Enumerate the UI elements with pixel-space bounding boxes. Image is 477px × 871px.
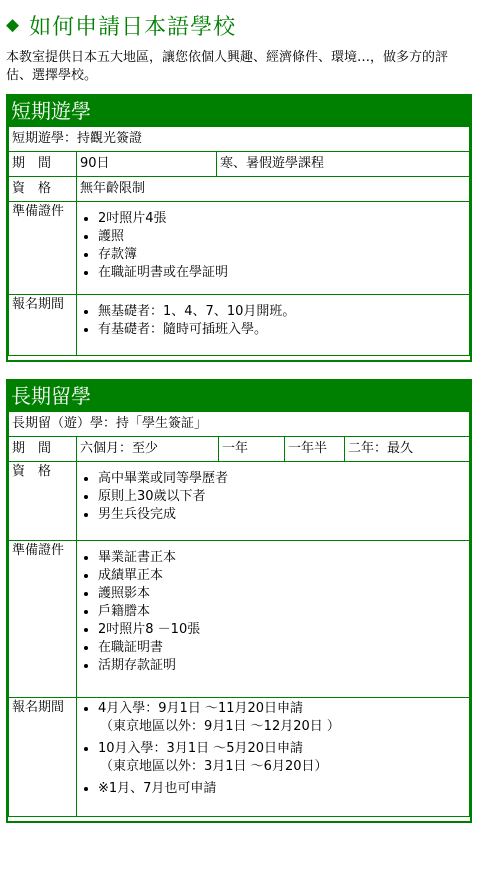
period-note: 寒、暑假遊學課程 xyxy=(217,152,470,177)
list-item: • 在職証明書 xyxy=(98,639,466,657)
documents-cell xyxy=(77,541,470,698)
row-label: 期 間 xyxy=(9,152,77,177)
list-item: • 存款簿 xyxy=(98,246,466,264)
list-item: • 畢業証書正本 xyxy=(98,549,466,567)
intro-text: 本教室提供日本五大地區，讓您依個人興趣、經濟條件、環境…，做多方的評估、選擇學校。 xyxy=(6,50,449,83)
table-row xyxy=(9,177,470,202)
table-row xyxy=(9,202,470,295)
documents-list xyxy=(80,549,466,675)
apply-line: 4月入學：9月1日 ～11月20日申請 xyxy=(98,701,304,716)
apply-line: ※1月、7月也可申請 xyxy=(98,781,217,796)
apply-list xyxy=(80,700,466,798)
table-row xyxy=(9,412,470,437)
table-row xyxy=(9,437,470,462)
page-heading xyxy=(6,8,236,42)
long-term-table xyxy=(8,411,470,817)
row-label: 報名期間 xyxy=(9,698,77,817)
apply-cell xyxy=(77,295,470,356)
apply-cell xyxy=(77,698,470,817)
apply-line: 10月入學：3月1日 ～5月20日申請 xyxy=(98,741,304,756)
list-item: • 戶籍謄本 xyxy=(98,603,466,621)
list-item xyxy=(98,700,466,736)
list-item xyxy=(98,740,466,776)
row-label: 準備證件 xyxy=(9,202,77,295)
list-item: • 無基礎者：1、4、7、10月開班。 xyxy=(98,303,466,321)
table-row xyxy=(9,462,470,541)
list-item: • 高中畢業或同等學歷者 xyxy=(98,470,466,488)
short-term-table xyxy=(8,126,470,356)
visa-cell: 短期遊學：持觀光簽證 xyxy=(9,127,470,152)
diamond-bullet-icon: ◆ xyxy=(6,14,20,35)
short-term-section xyxy=(6,94,472,362)
table-row xyxy=(9,698,470,817)
visa-cell: 長期留（遊）學：持「學生簽証」 xyxy=(9,412,470,437)
row-label: 資 格 xyxy=(9,177,77,202)
row-label: 資 格 xyxy=(9,462,77,541)
section-header: 短期遊學 xyxy=(8,96,470,126)
period-value: 一年半 xyxy=(285,437,345,462)
apply-subline: （東京地區以外：3月1日 ～6月20日） xyxy=(100,759,328,774)
list-item: • 2吋照片8 －10張 xyxy=(98,621,466,639)
list-item xyxy=(98,780,466,798)
period-value: 一年 xyxy=(219,437,285,462)
period-value: 90日 xyxy=(77,152,217,177)
list-item: • 原則上30歲以下者 xyxy=(98,488,466,506)
row-label: 報名期間 xyxy=(9,295,77,356)
apply-subline: （東京地區以外：9月1日 ～12月20日 ） xyxy=(100,719,340,734)
period-value: 二年：最久 xyxy=(345,437,470,462)
list-item: • 2吋照片4張 xyxy=(98,210,466,228)
period-value: 六個月：至少 xyxy=(77,437,219,462)
documents-list xyxy=(80,210,466,282)
row-label: 期 間 xyxy=(9,437,77,462)
qualification-list xyxy=(80,470,466,524)
table-row xyxy=(9,127,470,152)
list-item: • 在職証明書或在學証明 xyxy=(98,264,466,282)
table-row xyxy=(9,152,470,177)
documents-cell xyxy=(77,202,470,295)
section-header: 長期留學 xyxy=(8,381,470,411)
table-row xyxy=(9,541,470,698)
list-item: • 護照 xyxy=(98,228,466,246)
list-item: • 男生兵役完成 xyxy=(98,506,466,524)
row-label: 準備證件 xyxy=(9,541,77,698)
page-title: 如何申請日本語學校 xyxy=(29,14,237,40)
qualification-cell xyxy=(77,462,470,541)
list-item: • 活期存款証明 xyxy=(98,657,466,675)
list-item: • 成績單正本 xyxy=(98,567,466,585)
qualification-value: 無年齡限制 xyxy=(77,177,470,202)
list-item: • 護照影本 xyxy=(98,585,466,603)
apply-list xyxy=(80,303,466,339)
long-term-section xyxy=(6,379,472,823)
list-item: • 有基礎者：隨時可插班入學。 xyxy=(98,321,466,339)
table-row xyxy=(9,295,470,356)
